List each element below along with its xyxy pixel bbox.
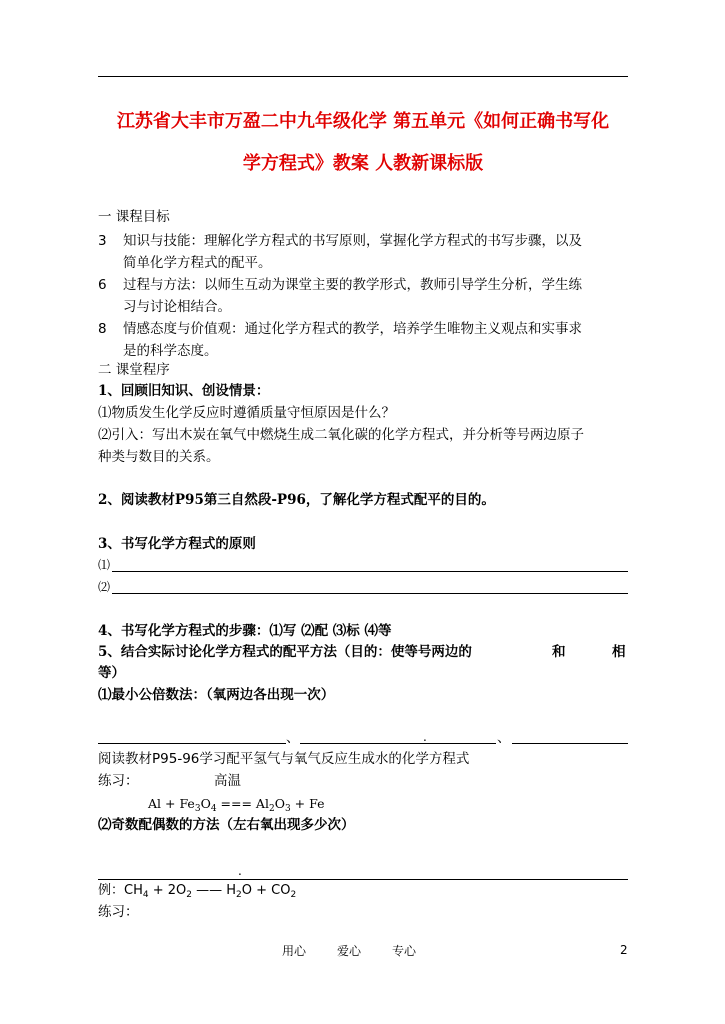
method1-blank2 xyxy=(300,743,496,744)
objective-3-line1: 情感态度与价值观：通过化学方程式的教学，培养学生唯物主义观点和实事求 xyxy=(123,321,582,337)
step4-text: 4、书写化学方程式的步骤：⑴写 ⑵配 ⑶标 ⑷等 xyxy=(98,623,392,639)
objective-num-1: 3 xyxy=(98,233,107,249)
step5-line1-a: 5、结合实际讨论化学方程式的配平方法（目的：使等号两边的 xyxy=(98,644,472,660)
step3-blank1-label: ⑴ xyxy=(98,558,111,572)
section1-header: 一 课程目标 xyxy=(98,209,170,225)
example-equation: 例：$CH_4 + 2O_2$ —— $H_2O + CO_2$ xyxy=(98,883,297,900)
practice-label-2: 练习： xyxy=(98,904,139,920)
footer-item-1: 用心 xyxy=(282,944,307,958)
method1-sep1: 、 xyxy=(286,730,300,746)
objective-num-2: 6 xyxy=(98,277,107,293)
step1-question2-line2: 种类与数目的关系。 xyxy=(98,449,220,465)
method1-dot: . xyxy=(423,730,427,744)
method1-sep2: 、 xyxy=(497,730,511,746)
reaction-condition: 高温 xyxy=(214,773,241,789)
objective-1-line1: 知识与技能：理解化学方程式的书写原则，掌握化学方程式的书写步骤，以及 xyxy=(123,233,582,249)
objective-3-line2: 是的科学态度。 xyxy=(123,343,218,359)
step3-blank2-line xyxy=(112,593,628,594)
step5-line1-c: 相 xyxy=(612,644,626,660)
step3-title: 3、书写化学方程式的原则 xyxy=(98,536,256,552)
step1-title: 1、回顾旧知识、创设情景： xyxy=(98,383,270,399)
step2-text: 2、阅读教材P95第三自然段-P96，了解化学方程式配平的目的。 xyxy=(98,492,495,508)
objective-2-line2: 习与讨论相结合。 xyxy=(123,299,231,315)
page-number: 2 xyxy=(620,943,628,957)
method1-title: ⑴最小公倍数法：（氧两边各出现一次） xyxy=(98,687,335,703)
method1-blank3 xyxy=(512,743,628,744)
method1-blank1 xyxy=(98,743,286,744)
method2-title: ⑵奇数配偶数的方法（左右氧出现多少次） xyxy=(98,817,355,833)
method2-dot: . xyxy=(238,864,242,878)
objective-num-3: 8 xyxy=(98,321,107,337)
step3-blank2-label: ⑵ xyxy=(98,580,111,594)
read-text: 阅读教材P95-96学习配平氢气与氧气反应生成水的化学方程式 xyxy=(98,751,470,767)
step3-blank1-line xyxy=(112,571,628,572)
step1-question1: ⑴物质发生化学反应时遵循质量守恒原因是什么？ xyxy=(98,405,395,421)
footer-item-3: 专心 xyxy=(392,944,417,958)
practice-label: 练习： xyxy=(98,773,139,789)
section2-header: 二 课堂程序 xyxy=(98,362,170,378)
equation-al-fe: $Al + Fe_3O_4$ === $Al_2O_3 + Fe$ xyxy=(148,796,325,814)
step1-question2-line1: ⑵引入：写出木炭在氧气中燃烧生成二氧化碳的化学方程式，并分析等号两边原子 xyxy=(98,427,584,443)
method2-blank xyxy=(98,879,628,880)
step5-line2: 等） xyxy=(98,665,125,681)
objective-2-line1: 过程与方法：以师生互动为课堂主要的教学形式，教师引导学生分析，学生练 xyxy=(123,277,582,293)
footer-item-2: 爱心 xyxy=(337,944,362,958)
step5-line1-b: 和 xyxy=(552,644,566,660)
objective-1-line2: 简单化学方程式的配平。 xyxy=(123,255,272,271)
doc-title-line1: 江苏省大丰市万盈二中九年级化学 第五单元《如何正确书写化 xyxy=(116,111,610,132)
header-rule xyxy=(98,76,628,77)
doc-title-line2: 学方程式》教案 人教新课标版 xyxy=(242,153,484,174)
